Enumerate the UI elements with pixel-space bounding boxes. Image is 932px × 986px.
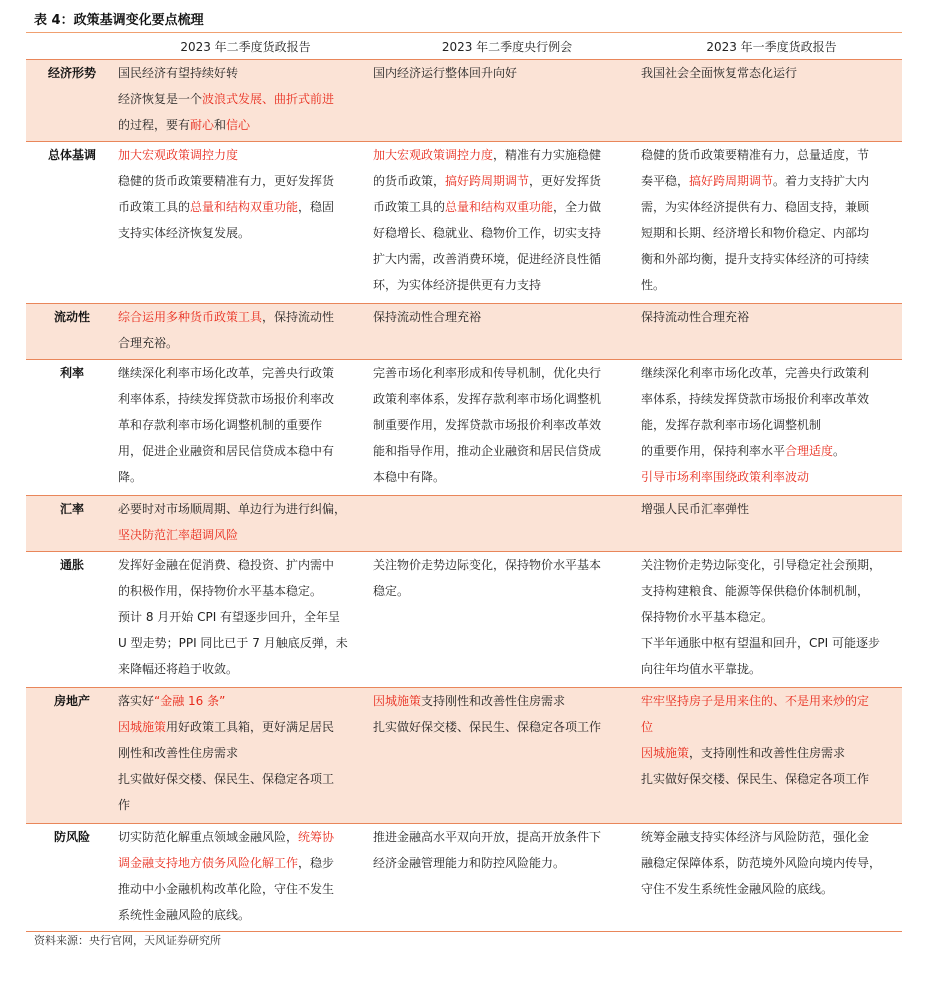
cell-text: 经济金融管理能力和防控风险能力。 xyxy=(373,856,566,870)
cell-line xyxy=(118,438,367,464)
cell-text: 本稳中有降。 xyxy=(373,470,446,484)
table-cell xyxy=(118,304,373,360)
cell-line xyxy=(641,496,896,522)
table-cell xyxy=(373,552,641,688)
cell-line xyxy=(118,876,367,902)
table-cell xyxy=(373,360,641,496)
source-note: 资料来源：央行官网，天风证券研究所 xyxy=(34,934,221,947)
cell-text: 的积极作用，保持物价水平基本稳定。 xyxy=(118,584,323,598)
cell-line xyxy=(641,194,896,220)
table-body xyxy=(26,60,902,932)
highlighted-text: 波浪式发展、曲折式前进 xyxy=(202,92,335,106)
cell-line xyxy=(641,578,896,604)
cell-line xyxy=(373,412,635,438)
cell-line xyxy=(373,850,635,876)
cell-line xyxy=(373,464,635,490)
cell-line xyxy=(641,142,896,168)
highlighted-text: 因城施策 xyxy=(373,694,422,708)
highlighted-text: 调金融支持地方债务风险化解工作 xyxy=(118,856,299,870)
cell-line xyxy=(118,552,367,578)
cell-text: 短期和长期、经济增长和物价稳定、内部均 xyxy=(641,226,870,240)
cell-line xyxy=(641,412,896,438)
cell-line xyxy=(118,304,367,330)
row-label: 房地产 xyxy=(26,688,118,824)
cell-text: 必要时对市场顺周期、单边行为进行纠偏， xyxy=(118,502,347,516)
cell-text: ，支持刚性和改善性住房需求 xyxy=(689,746,846,760)
cell-line xyxy=(118,220,367,246)
cell-line xyxy=(118,194,367,220)
cell-line xyxy=(373,386,635,412)
highlighted-text: 总量和结构双重功能 xyxy=(190,200,299,214)
cell-line xyxy=(373,578,635,604)
cell-text: 刚性和改善性住房需求 xyxy=(118,746,239,760)
cell-line xyxy=(118,86,367,112)
highlighted-text: 坚决防范汇率超调风险 xyxy=(118,528,239,542)
cell-line xyxy=(118,792,367,818)
cell-text: 继续深化利率市场化改革，完善央行政策 xyxy=(118,366,335,380)
highlighted-text: 引导市场利率围绕政策利率波动 xyxy=(641,470,810,484)
highlighted-text: 搞好跨周期调节 xyxy=(445,174,530,188)
cell-line xyxy=(373,142,635,168)
header-q2-monetary-report: 2023 年二季度货政报告 xyxy=(118,33,373,60)
cell-line xyxy=(118,740,367,766)
cell-line xyxy=(641,438,896,464)
cell-line xyxy=(641,168,896,194)
table-cell xyxy=(118,688,373,824)
cell-line xyxy=(118,330,367,356)
cell-line xyxy=(641,360,896,386)
cell-text: 守住不发生系统性金融风险的底线。 xyxy=(641,882,834,896)
cell-line xyxy=(641,220,896,246)
table-row xyxy=(26,688,902,824)
cell-text: 能和指导作用，推动企业融资和居民信贷成 xyxy=(373,444,602,458)
cell-text: 落实好 xyxy=(118,694,155,708)
table-cell xyxy=(118,824,373,932)
cell-line xyxy=(118,824,367,850)
cell-text: 性。 xyxy=(641,278,666,292)
cell-text: 推动中小金融机构改革化险，守住不发生 xyxy=(118,882,335,896)
cell-text: 保持物价水平基本稳定。 xyxy=(641,610,774,624)
cell-text: 制重要作用，发挥贷款市场报价利率改革效 xyxy=(373,418,602,432)
highlighted-text: 因城施策 xyxy=(118,720,167,734)
cell-text: ，精准有力实施稳健 xyxy=(493,148,602,162)
cell-text: 能，发挥存款利率市场化调整机制 xyxy=(641,418,822,432)
cell-line xyxy=(641,246,896,272)
cell-line xyxy=(373,304,635,330)
table-cell xyxy=(373,688,641,824)
cell-line xyxy=(118,386,367,412)
table-cell xyxy=(641,304,902,360)
highlighted-text: 信心 xyxy=(226,118,251,132)
policy-comparison-table xyxy=(26,33,902,932)
row-label: 利率 xyxy=(26,360,118,496)
cell-line xyxy=(118,112,367,138)
cell-line xyxy=(118,60,367,86)
cell-line xyxy=(641,630,896,656)
table-cell xyxy=(118,496,373,552)
cell-line xyxy=(641,876,896,902)
cell-line xyxy=(118,902,367,928)
table-cell xyxy=(373,304,641,360)
cell-text: 需，为实体经济提供有力、稳固支持，兼顾 xyxy=(641,200,870,214)
cell-line xyxy=(118,412,367,438)
cell-text: 稳定。 xyxy=(373,584,410,598)
row-label: 流动性 xyxy=(26,304,118,360)
cell-text: 扩大内需，改善消费环境，促进经济良性循 xyxy=(373,252,602,266)
cell-text: U 型走势；PPI 同比已于 7 月触底反弹，未 xyxy=(118,636,348,650)
cell-text: 的货币政策， xyxy=(373,174,446,188)
cell-line xyxy=(118,142,367,168)
cell-line xyxy=(641,656,896,682)
table-cell xyxy=(373,142,641,304)
cell-text: 关注物价走势边际变化，保持物价水平基本 xyxy=(373,558,602,572)
cell-text: 保持流动性合理充裕 xyxy=(641,310,750,324)
cell-text: 融稳定保障体系，防范境外风险向境内传导， xyxy=(641,856,882,870)
cell-text: 我国社会全面恢复常态化运行 xyxy=(641,66,798,80)
highlighted-text: 因城施策 xyxy=(641,746,690,760)
cell-line xyxy=(118,766,367,792)
cell-line xyxy=(373,60,635,86)
cell-line xyxy=(118,656,367,682)
table-cell xyxy=(641,496,902,552)
cell-text: 经济恢复是一个 xyxy=(118,92,203,106)
cell-text: 扎实做好保交楼、保民生、保稳定各项工 xyxy=(118,772,335,786)
cell-line xyxy=(118,578,367,604)
header-q1-monetary-report: 2023 年一季度货政报告 xyxy=(641,33,902,60)
cell-text: ，全力做 xyxy=(553,200,602,214)
cell-line xyxy=(373,360,635,386)
highlighted-text: 耐心 xyxy=(190,118,215,132)
cell-line xyxy=(641,766,896,792)
cell-text: 支持构建粮食、能源等保供稳价体制机制， xyxy=(641,584,870,598)
table-cell xyxy=(373,60,641,142)
cell-text: 推进金融高水平双向开放，提高开放条件下 xyxy=(373,830,602,844)
highlighted-text: 统筹协 xyxy=(298,830,335,844)
table-row xyxy=(26,496,902,552)
cell-line xyxy=(118,360,367,386)
cell-text: 币政策工具的 xyxy=(118,200,191,214)
cell-text: 合理充裕。 xyxy=(118,336,179,350)
cell-text: ，稳步 xyxy=(298,856,335,870)
cell-text: 扎实做好保交楼、保民生、保稳定各项工作 xyxy=(373,720,602,734)
highlighted-text: “金融 16 条” xyxy=(154,694,226,708)
cell-line xyxy=(641,850,896,876)
header-q2-pboc-meeting: 2023 年二季度央行例会 xyxy=(373,33,641,60)
cell-text: 稳健的货币政策要精准有力，总量适度，节 xyxy=(641,148,870,162)
cell-text: 奏平稳， xyxy=(641,174,690,188)
cell-text: 下半年通胀中枢有望温和回升，CPI 可能逐步 xyxy=(641,636,880,650)
cell-line xyxy=(641,272,896,298)
cell-line xyxy=(641,304,896,330)
highlighted-text: 综合运用多种货币政策工具 xyxy=(118,310,263,324)
row-label: 通胀 xyxy=(26,552,118,688)
cell-line xyxy=(118,522,367,548)
table-cell xyxy=(641,142,902,304)
table-cell xyxy=(118,60,373,142)
cell-line xyxy=(118,464,367,490)
cell-line xyxy=(373,272,635,298)
cell-text: 。着力支持扩大内 xyxy=(773,174,870,188)
highlighted-text: 位 xyxy=(641,720,654,734)
table-row xyxy=(26,824,902,932)
cell-text: 增强人民币汇率弹性 xyxy=(641,502,750,516)
table-cell xyxy=(118,360,373,496)
row-label: 经济形势 xyxy=(26,60,118,142)
cell-line xyxy=(373,714,635,740)
cell-line xyxy=(373,246,635,272)
cell-text: 降。 xyxy=(118,470,143,484)
cell-line xyxy=(641,60,896,86)
cell-line xyxy=(641,386,896,412)
cell-line xyxy=(373,438,635,464)
table-row xyxy=(26,360,902,496)
table-row xyxy=(26,142,902,304)
cell-text: 和 xyxy=(214,118,227,132)
cell-text: 。 xyxy=(833,444,846,458)
header-blank xyxy=(26,33,118,60)
table-caption: 表 4：政策基调变化要点梳理 xyxy=(34,13,204,28)
cell-text: 政策利率体系，发挥存款利率市场化调整机 xyxy=(373,392,602,406)
cell-line xyxy=(373,220,635,246)
cell-line xyxy=(641,552,896,578)
cell-text: 国内经济运行整体回升向好 xyxy=(373,66,518,80)
cell-text: ，稳固 xyxy=(298,200,335,214)
cell-text: 支持刚性和改善性住房需求 xyxy=(421,694,566,708)
cell-line xyxy=(118,688,367,714)
cell-text: 扎实做好保交楼、保民生、保稳定各项工作 xyxy=(641,772,870,786)
row-label: 总体基调 xyxy=(26,142,118,304)
cell-line xyxy=(118,714,367,740)
cell-text: 保持流动性合理充裕 xyxy=(373,310,482,324)
cell-text: 向往年均值水平靠拢。 xyxy=(641,662,762,676)
table-cell xyxy=(373,496,641,552)
cell-text: 作 xyxy=(118,798,131,812)
highlighted-text: 牢牢坚持房子是用来住的、不是用来炒的定 xyxy=(641,694,870,708)
cell-text: 继续深化利率市场化改革，完善央行政策利 xyxy=(641,366,870,380)
row-label: 汇率 xyxy=(26,496,118,552)
cell-line xyxy=(641,688,896,714)
table-cell xyxy=(641,360,902,496)
cell-line xyxy=(118,168,367,194)
table-row xyxy=(26,552,902,688)
cell-text: 的重要作用，保持利率水平 xyxy=(641,444,786,458)
cell-line xyxy=(118,496,367,522)
table-cell xyxy=(641,552,902,688)
cell-line xyxy=(641,714,896,740)
cell-line xyxy=(118,604,367,630)
cell-text: 统筹金融支持实体经济与风险防范，强化金 xyxy=(641,830,870,844)
highlighted-text: 加大宏观政策调控力度 xyxy=(118,148,239,162)
cell-text: 的过程，要有 xyxy=(118,118,191,132)
cell-line xyxy=(373,688,635,714)
cell-line xyxy=(641,604,896,630)
table-row xyxy=(26,60,902,142)
table-cell xyxy=(118,552,373,688)
cell-text: 国民经济有望持续好转 xyxy=(118,66,239,80)
cell-line xyxy=(118,630,367,656)
cell-text: 系统性金融风险的底线。 xyxy=(118,908,251,922)
cell-text: 利率体系，持续发挥贷款市场报价利率改 xyxy=(118,392,335,406)
row-label: 防风险 xyxy=(26,824,118,932)
cell-line xyxy=(641,824,896,850)
cell-text: ，保持流动性 xyxy=(262,310,335,324)
highlighted-text: 搞好跨周期调节 xyxy=(689,174,774,188)
cell-text: 切实防范化解重点领域金融风险， xyxy=(118,830,299,844)
highlighted-text: 合理适度 xyxy=(785,444,834,458)
cell-line xyxy=(373,824,635,850)
cell-text: 稳健的货币政策要精准有力，更好发挥货 xyxy=(118,174,335,188)
table-cell xyxy=(118,142,373,304)
cell-line xyxy=(373,168,635,194)
cell-text: 完善市场化利率形成和传导机制，优化央行 xyxy=(373,366,602,380)
table-header-row xyxy=(26,33,902,60)
highlighted-text: 加大宏观政策调控力度 xyxy=(373,148,494,162)
table-cell xyxy=(373,824,641,932)
cell-line xyxy=(641,740,896,766)
cell-text: 好稳增长、稳就业、稳物价工作，切实支持 xyxy=(373,226,602,240)
cell-line xyxy=(373,194,635,220)
cell-text: 关注物价走势边际变化，引导稳定社会预期， xyxy=(641,558,882,572)
cell-text: 革和存款利率市场化调整机制的重要作 xyxy=(118,418,323,432)
cell-text: 预计 8 月开始 CPI 有望逐步回升，全年呈 xyxy=(118,610,341,624)
cell-text: 衡和外部均衡，提升支持实体经济的可持续 xyxy=(641,252,870,266)
cell-text: 来降幅还将趋于收敛。 xyxy=(118,662,239,676)
cell-text: 支持实体经济恢复发展。 xyxy=(118,226,251,240)
table-cell xyxy=(641,60,902,142)
cell-line xyxy=(373,552,635,578)
cell-line xyxy=(641,464,896,490)
cell-text: 率体系，持续发挥贷款市场报价利率改革效 xyxy=(641,392,870,406)
cell-text: 发挥好金融在促消费、稳投资、扩内需中 xyxy=(118,558,335,572)
table-row xyxy=(26,304,902,360)
cell-text: 用，促进企业融资和居民信贷成本稳中有 xyxy=(118,444,335,458)
cell-text: 币政策工具的 xyxy=(373,200,446,214)
cell-text: 环，为实体经济提供更有力支持 xyxy=(373,278,542,292)
table-cell xyxy=(641,824,902,932)
cell-text: 用好政策工具箱，更好满足居民 xyxy=(166,720,335,734)
table-cell xyxy=(641,688,902,824)
cell-text: ，更好发挥货 xyxy=(529,174,602,188)
highlighted-text: 总量和结构双重功能 xyxy=(445,200,554,214)
cell-line xyxy=(118,850,367,876)
